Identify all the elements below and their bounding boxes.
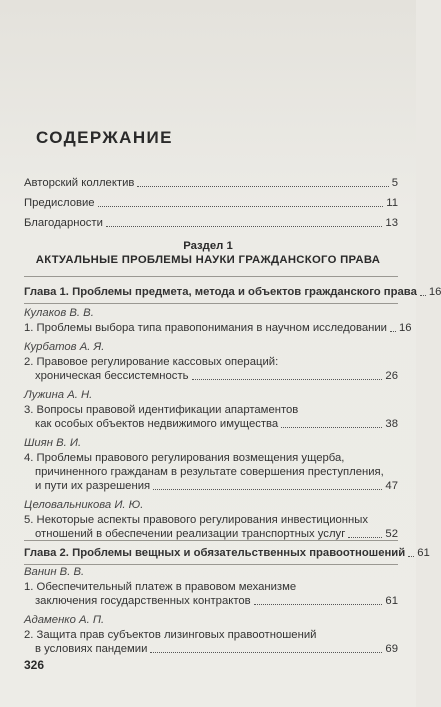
- toc-page: 5: [391, 177, 398, 189]
- toc-page: 61: [385, 595, 398, 607]
- entry-author: Лужина А. Н.: [24, 389, 93, 401]
- entry-line: хроническая бессистемность: [35, 370, 189, 382]
- entry-author: Курбатов А. Я.: [24, 341, 105, 353]
- toc-entry[interactable]: [24, 403, 398, 431]
- toc-entry[interactable]: [24, 355, 398, 383]
- entry-line: как особых объектов недвижимого имущества: [35, 418, 279, 430]
- entry-author: Кулаков В. В.: [24, 307, 94, 319]
- toc-page: 47: [385, 480, 398, 492]
- toc-page: 61: [417, 547, 430, 559]
- leader-dots: [106, 226, 383, 227]
- leader-dots: [150, 652, 382, 653]
- toc-page: 16: [398, 322, 412, 334]
- entry-line: 2. Защита прав субъектов лизинговых правоотношений: [24, 629, 317, 641]
- entry-line: 2. Правовое регулирование кассовых операций:: [24, 356, 279, 368]
- toc-row-chapter-1[interactable]: [24, 285, 441, 299]
- leader-dots: [420, 295, 426, 296]
- toc-page: 26: [385, 370, 398, 382]
- entry-line: причиненного гражданам в результате совершения преступления,: [35, 466, 384, 478]
- toc-entry[interactable]: [24, 451, 398, 493]
- entry-author: Ванин В. В.: [24, 566, 85, 578]
- leader-dots: [137, 186, 388, 187]
- divider: [24, 276, 398, 277]
- entry-line: в условиях пандемии: [35, 643, 148, 655]
- toc-page: 16: [428, 286, 441, 298]
- entry-line: 3. Вопросы правовой идентификации апартаментов: [24, 404, 299, 416]
- entry-author: Адаменко А. П.: [24, 614, 105, 626]
- toc-page: 38: [385, 418, 398, 430]
- toc-row-authors[interactable]: [24, 176, 398, 190]
- leader-dots: [408, 556, 414, 557]
- leader-dots: [98, 206, 384, 207]
- toc-page: 11: [386, 197, 398, 209]
- entry-line: и пути их разрешения: [35, 480, 151, 492]
- entry-line: 5. Некоторые аспекты правового регулирования инвестиционных: [24, 514, 369, 526]
- page-title: СОДЕРЖАНИЕ: [36, 128, 173, 147]
- toc-page: 13: [385, 217, 398, 229]
- chapter-title: Глава 1. Проблемы предмета, метода и объектов гражданского права: [24, 286, 417, 298]
- leader-dots: [192, 379, 383, 380]
- entry-author: Шиян В. И.: [24, 437, 82, 449]
- divider: [24, 564, 398, 565]
- page-number: 326: [24, 658, 45, 672]
- toc-label: Предисловие: [24, 197, 95, 209]
- entry-line: заключения государственных контрактов: [35, 595, 251, 607]
- leader-dots: [390, 331, 396, 332]
- entry-line: 4. Проблемы правового регулирования возмещения ущерба,: [24, 452, 345, 464]
- divider: [24, 540, 398, 541]
- leader-dots: [153, 489, 382, 490]
- toc-row-chapter-2[interactable]: [24, 546, 430, 560]
- leader-dots: [348, 537, 382, 538]
- toc-entry[interactable]: [24, 321, 412, 335]
- toc-label: Благодарности: [24, 217, 103, 229]
- section-number: Раздел 1: [183, 240, 233, 252]
- toc-entry[interactable]: [24, 580, 398, 608]
- entry-author: Целовальникова И. Ю.: [24, 499, 144, 511]
- toc-row-thanks[interactable]: [24, 216, 398, 230]
- entry-line: 1. Обеспечительный платеж в правовом механизме: [24, 581, 297, 593]
- toc-page: 52: [385, 528, 398, 540]
- section-title: АКТУАЛЬНЫЕ ПРОБЛЕМЫ НАУКИ ГРАЖДАНСКОГО ПРАВА: [35, 254, 381, 266]
- toc-entry[interactable]: [24, 628, 398, 656]
- chapter-title: Глава 2. Проблемы вещных и обязательственных правоотношений: [24, 547, 406, 559]
- toc-label: Авторский коллектив: [24, 177, 135, 189]
- toc-entry[interactable]: [24, 513, 398, 541]
- entry-line: отношений в обеспечении реализации транспортных услуг: [35, 528, 346, 540]
- toc-page: 69: [385, 643, 398, 655]
- divider: [24, 303, 398, 304]
- leader-dots: [281, 427, 382, 428]
- entry-line: 1. Проблемы выбора типа правопонимания в научном исследовании: [24, 322, 387, 334]
- leader-dots: [254, 604, 383, 605]
- toc-row-preface[interactable]: [24, 196, 398, 210]
